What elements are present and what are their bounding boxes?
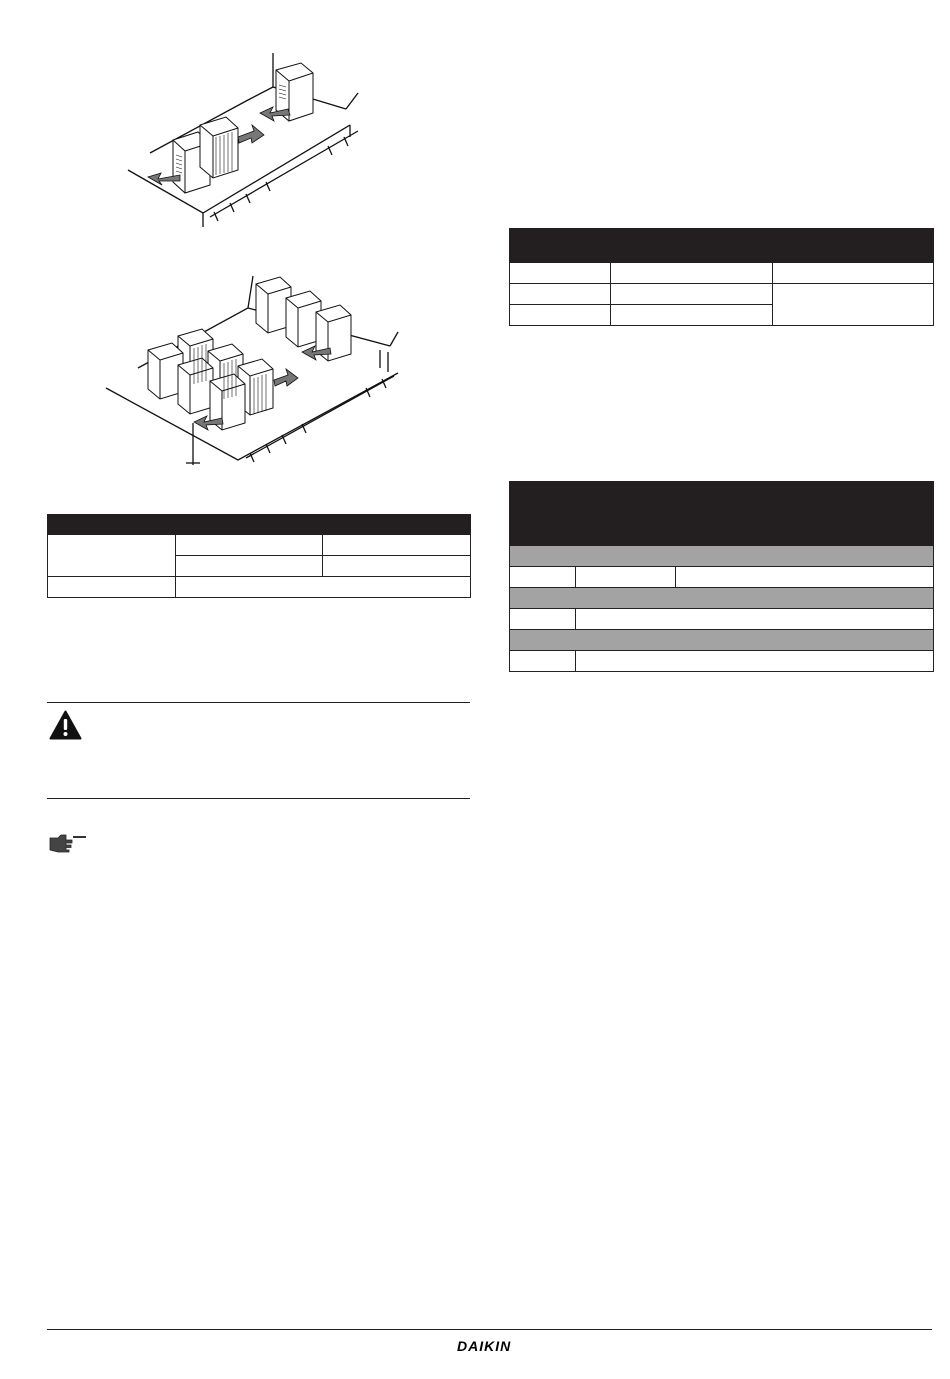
table-row bbox=[510, 567, 934, 588]
table-group-row bbox=[510, 588, 934, 609]
table-row bbox=[48, 577, 471, 598]
table-row bbox=[510, 263, 934, 284]
warning-bottom-rule bbox=[47, 798, 470, 799]
table-row bbox=[48, 535, 471, 556]
table-row bbox=[510, 284, 934, 305]
footer-rule bbox=[47, 1329, 932, 1330]
warning-triangle-icon bbox=[49, 710, 82, 740]
table-header-row bbox=[510, 482, 934, 546]
table-row bbox=[510, 651, 934, 672]
daikin-logo: DAIKIN bbox=[457, 1338, 512, 1354]
installation-diagram-top bbox=[118, 45, 378, 230]
pointing-hand-icon bbox=[49, 833, 87, 853]
installation-diagram-bottom bbox=[98, 268, 404, 468]
table-row bbox=[510, 609, 934, 630]
clearance-table-left bbox=[47, 514, 471, 598]
specification-table-right-1 bbox=[509, 228, 934, 326]
warning-top-rule bbox=[47, 702, 470, 703]
table-header-row bbox=[48, 515, 471, 535]
table-group-row bbox=[510, 630, 934, 651]
specification-table-right-2 bbox=[509, 481, 934, 672]
table-group-row bbox=[510, 546, 934, 567]
table-header-row bbox=[510, 229, 934, 263]
